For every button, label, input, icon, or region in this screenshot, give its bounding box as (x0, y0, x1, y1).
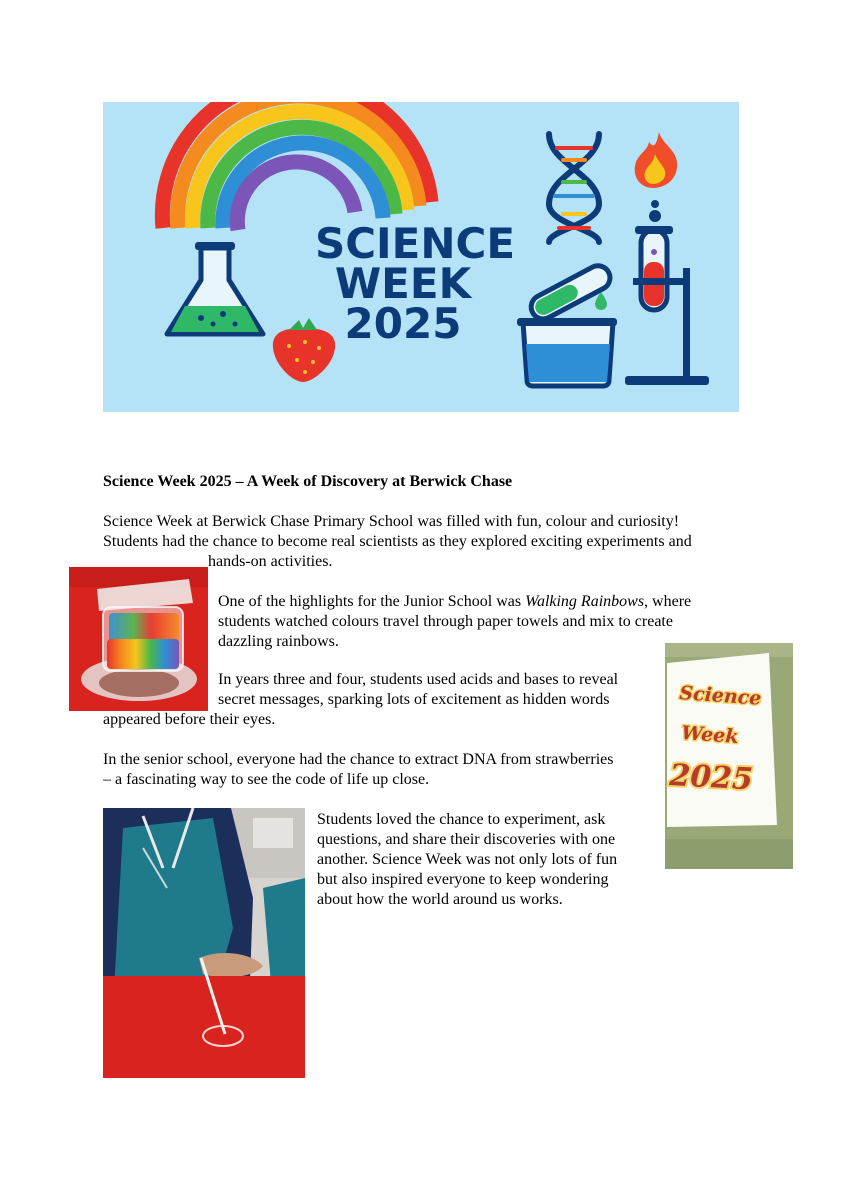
years-line-3: appeared before their eyes. (103, 711, 276, 728)
banner-title (315, 219, 515, 348)
test-tube-icon (635, 226, 673, 310)
science-week-banner (103, 102, 739, 412)
walking-rainbow-photo (69, 567, 208, 711)
senior-line-2: – a fascinating way to see the code of life up close. (103, 771, 430, 788)
flask-icon (167, 242, 263, 334)
junior-line-1-end: , where (644, 593, 692, 610)
closing-line-3: another. Science Week was not only lots of fun (317, 851, 618, 868)
article-heading: Science Week 2025 – A Week of Discovery at Berwick Chase (103, 473, 513, 490)
intro-line-2: Students had the chance to become real scientists as they explored exciting experiments and (103, 533, 692, 550)
junior-line-3: dazzling rainbows. (218, 633, 339, 650)
secret-word-year: 2025 (668, 758, 754, 798)
strawberry-icon (273, 318, 335, 382)
banner-line-year: 2025 (344, 299, 462, 348)
dna-icon (549, 134, 599, 242)
intro-line-3: hands-on activities. (208, 553, 333, 570)
beaker-icon (517, 318, 617, 386)
flame-icon (635, 132, 677, 222)
walking-rainbows-title: Walking Rainbows (525, 593, 645, 610)
years-line-2: secret messages, sparking lots of excitement as hidden words (218, 691, 610, 708)
secret-message-photo (665, 643, 793, 869)
closing-line-2: questions, and share their discoveries with one (317, 831, 616, 848)
banner-line-week: WEEK (334, 259, 472, 308)
dna-extraction-photo (103, 808, 305, 1078)
closing-line-1: Students loved the chance to experiment, ask (317, 811, 606, 828)
intro-line-1: Science Week at Berwick Chase Primary School was filled with fun, colour and curiosity! (103, 513, 680, 530)
junior-line-1-text: One of the highlights for the Junior School was (218, 593, 526, 610)
senior-line-1: In the senior school, everyone had the chance to extract DNA from strawberries (103, 751, 614, 768)
banner-line-science: SCIENCE (314, 219, 516, 268)
junior-line-2: students watched colours travel through paper towels and mix to create (218, 613, 673, 630)
years-line-1: In years three and four, students used acids and bases to reveal (218, 671, 619, 688)
rainbow-icon (162, 102, 431, 230)
closing-line-5: about how the world around us works. (317, 891, 563, 908)
pouring-tube-icon (527, 262, 614, 324)
junior-line-1 (218, 592, 691, 612)
secret-word-science: Science (678, 682, 763, 710)
closing-line-4: but also inspired everyone to keep wondering (317, 871, 609, 888)
banner-illustration (103, 102, 739, 412)
secret-word-week: Week (680, 722, 740, 748)
